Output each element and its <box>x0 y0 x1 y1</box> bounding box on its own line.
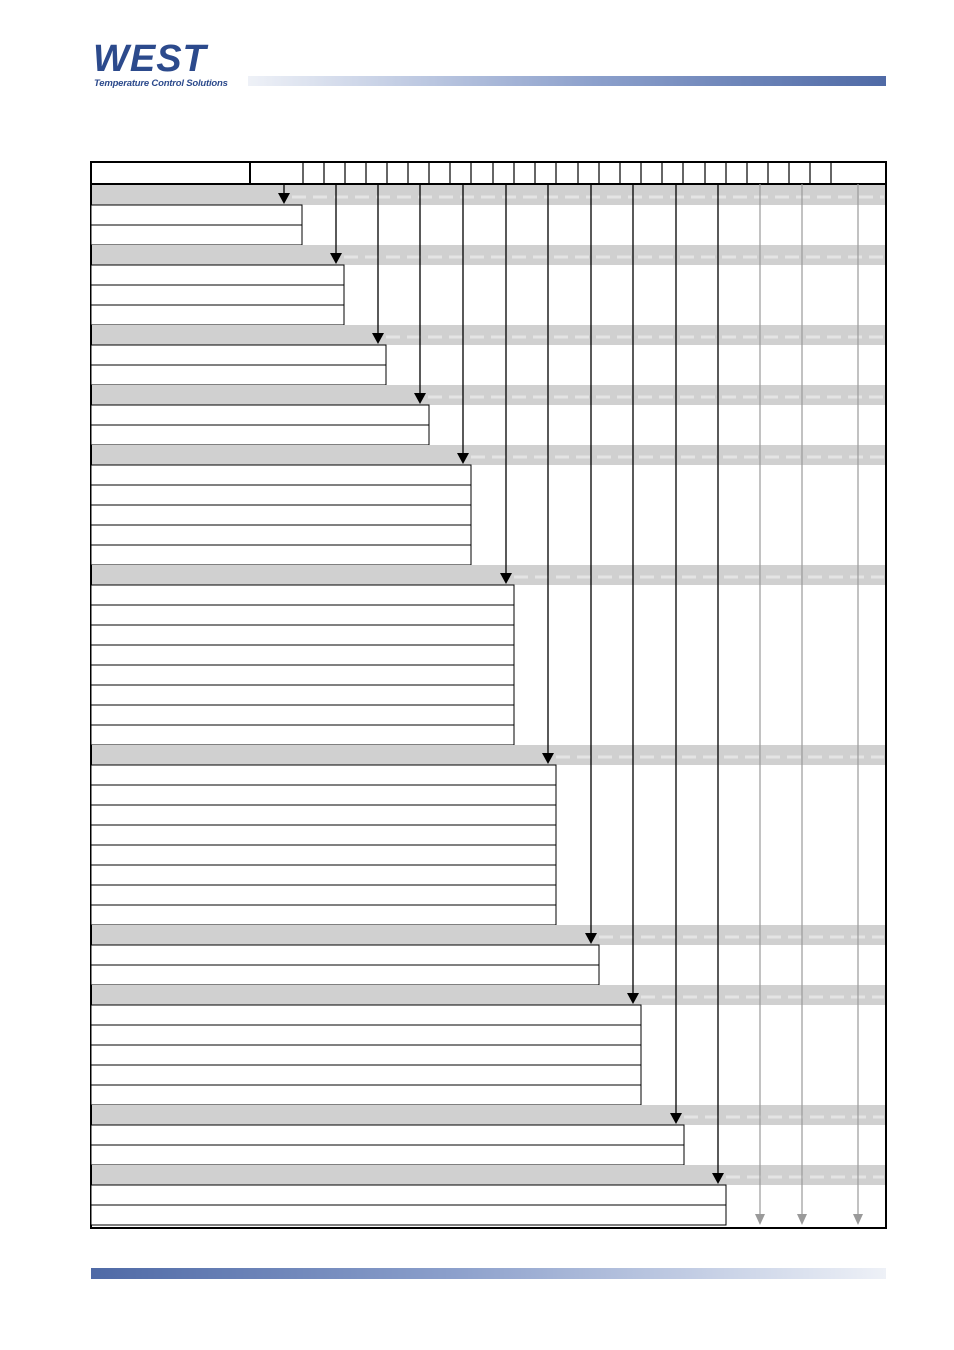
section-box <box>91 265 344 325</box>
section-band <box>92 1165 885 1185</box>
logo-tagline: Temperature Control Solutions <box>94 78 228 89</box>
section-box <box>91 1005 641 1105</box>
section-band <box>92 1105 885 1125</box>
section-band <box>92 245 885 265</box>
section-band <box>92 185 885 205</box>
section-band <box>92 445 885 465</box>
footer-gradient-bar <box>91 1268 886 1279</box>
section-band <box>92 745 885 765</box>
section-band <box>92 565 885 585</box>
section-band <box>92 325 885 345</box>
section-band <box>92 985 885 1005</box>
section-band <box>92 385 885 405</box>
logo-wordmark: WEST <box>93 38 207 80</box>
section-band <box>92 925 885 945</box>
section-box <box>91 465 471 565</box>
